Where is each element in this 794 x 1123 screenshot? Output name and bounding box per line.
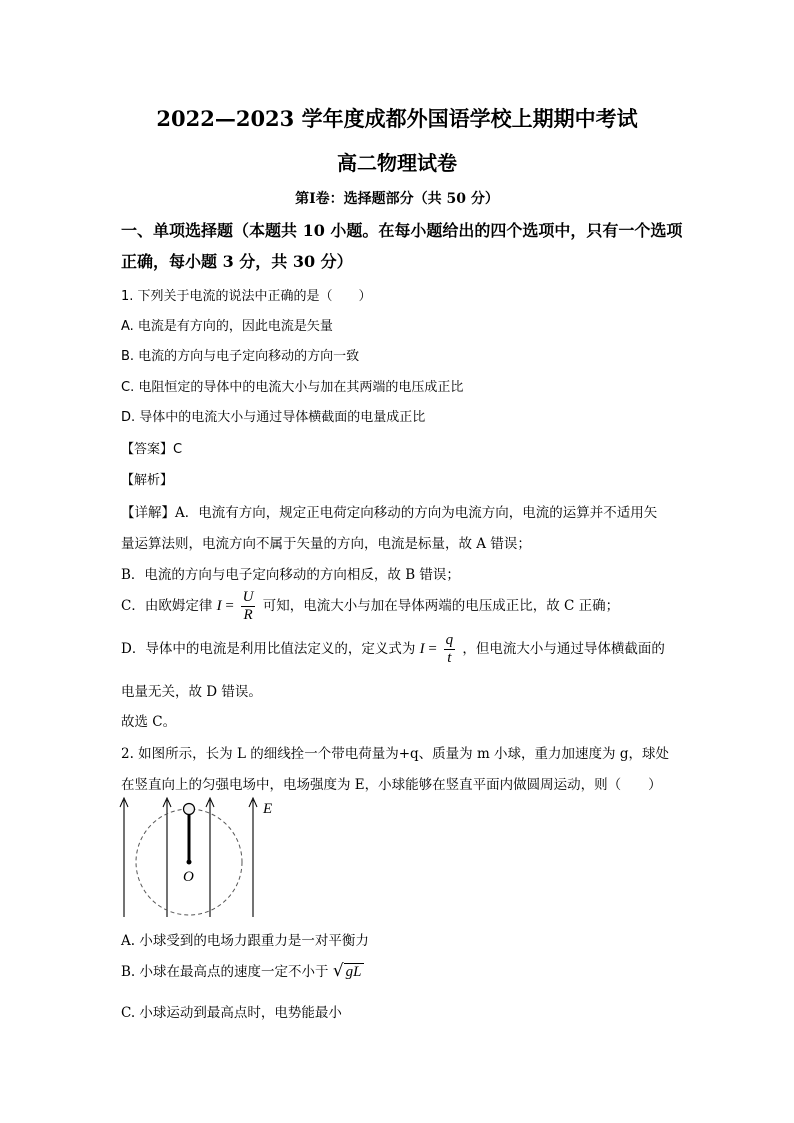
- charged-ball: [184, 804, 195, 815]
- question-1-conclusion: 故选 C。: [121, 714, 177, 730]
- detail-b: B．电流的方向与电子定向移动的方向相反，故 B 错误；: [121, 567, 460, 583]
- detail-d-prefix: D．导体中的电流是利用比值法定义的，定义式为: [121, 641, 416, 657]
- question-2-option-b: [121, 960, 364, 981]
- formula-d-numerator: q: [445, 632, 454, 648]
- detail-d-line2: 电量无关，故 D 错误。: [121, 684, 262, 700]
- sqrt-symbol: √: [332, 961, 344, 981]
- detail-c-prefix: C．由欧姆定律: [121, 598, 213, 614]
- field-label: E: [263, 801, 273, 817]
- detail-d-suffix: ，但电流大小与通过导体横截面的: [462, 641, 665, 657]
- exam-subtitle: 高二物理试卷: [337, 151, 457, 175]
- question-1-option-b: B. 电流的方向与电子定向移动的方向一致: [121, 349, 360, 364]
- volume-heading: 第Ⅰ卷：选择题部分（共 50 分）: [295, 191, 499, 207]
- exam-title: 2022—2023 学年度成都外国语学校上期期中考试: [156, 106, 638, 131]
- question-2-option-c: C. 小球运动到最高点时，电势能最小: [121, 1005, 342, 1021]
- option-b-text: B. 小球在最高点的速度一定不小于: [121, 964, 329, 980]
- question-2-stem-line2: 在竖直向上的匀强电场中，电场强度为 E，小球能够在竖直平面内做圆周运动，则（ ）: [121, 777, 662, 793]
- formula-d-fraction: [444, 633, 456, 666]
- detail-d: [121, 633, 665, 666]
- question-1-option-a: A. 电流是有方向的，因此电流是矢量: [121, 319, 333, 334]
- question-2-stem-line1: 2. 如图所示，长为 L 的细线拴一个带电荷量为+q、质量为 m 小球，重力加速度为 g，球处: [121, 746, 669, 762]
- sqrt-expression: [333, 961, 364, 981]
- question-1-analysis-label: 【解析】: [121, 473, 174, 488]
- formula-c-lhs: I: [216, 598, 222, 614]
- center-label: O: [183, 869, 194, 885]
- formula-c-eq: =: [221, 598, 238, 614]
- formula-c-denominator: R: [243, 607, 253, 623]
- formula-d-denominator: t: [447, 650, 452, 666]
- field-diagram: [115, 795, 285, 920]
- section-heading-line1: 一、单项选择题（本题共 10 小题。在每小题给出的四个选项中，只有一个选项: [121, 221, 683, 240]
- formula-c-numerator: U: [242, 589, 254, 605]
- detail-line-1: 【详解】A．电流有方向，规定正电荷定向移动的方向为电流方向，电流的运算并不适用矢: [121, 505, 658, 521]
- question-1-stem: 1. 下列关于电流的说法中正确的是（ ）: [121, 289, 372, 304]
- detail-c-suffix: 可知，电流大小与加在导体两端的电压成正比，故 C 正确；: [262, 598, 620, 614]
- detail-line-2: 量运算法则，电流方向不属于矢量的方向，电流是标量，故 A 错误；: [121, 536, 531, 552]
- formula-c-fraction: [241, 590, 256, 623]
- formula-d-eq: =: [424, 641, 441, 657]
- question-1-option-c: C. 电阻恒定的导体中的电流大小与加在其两端的电压成正比: [121, 380, 464, 395]
- section-heading-line2: 正确，每小题 3 分，共 30 分）: [121, 252, 353, 271]
- pivot-point: [187, 860, 192, 865]
- question-1-answer: 【答案】C: [121, 442, 183, 457]
- formula-d-lhs: I: [419, 641, 425, 657]
- detail-c: [121, 590, 619, 623]
- question-1-option-d: D. 导体中的电流大小与通过导体横截面的电量成正比: [121, 410, 426, 425]
- question-2-option-a: A. 小球受到的电场力跟重力是一对平衡力: [121, 933, 369, 949]
- sqrt-radicand: gL: [345, 964, 362, 980]
